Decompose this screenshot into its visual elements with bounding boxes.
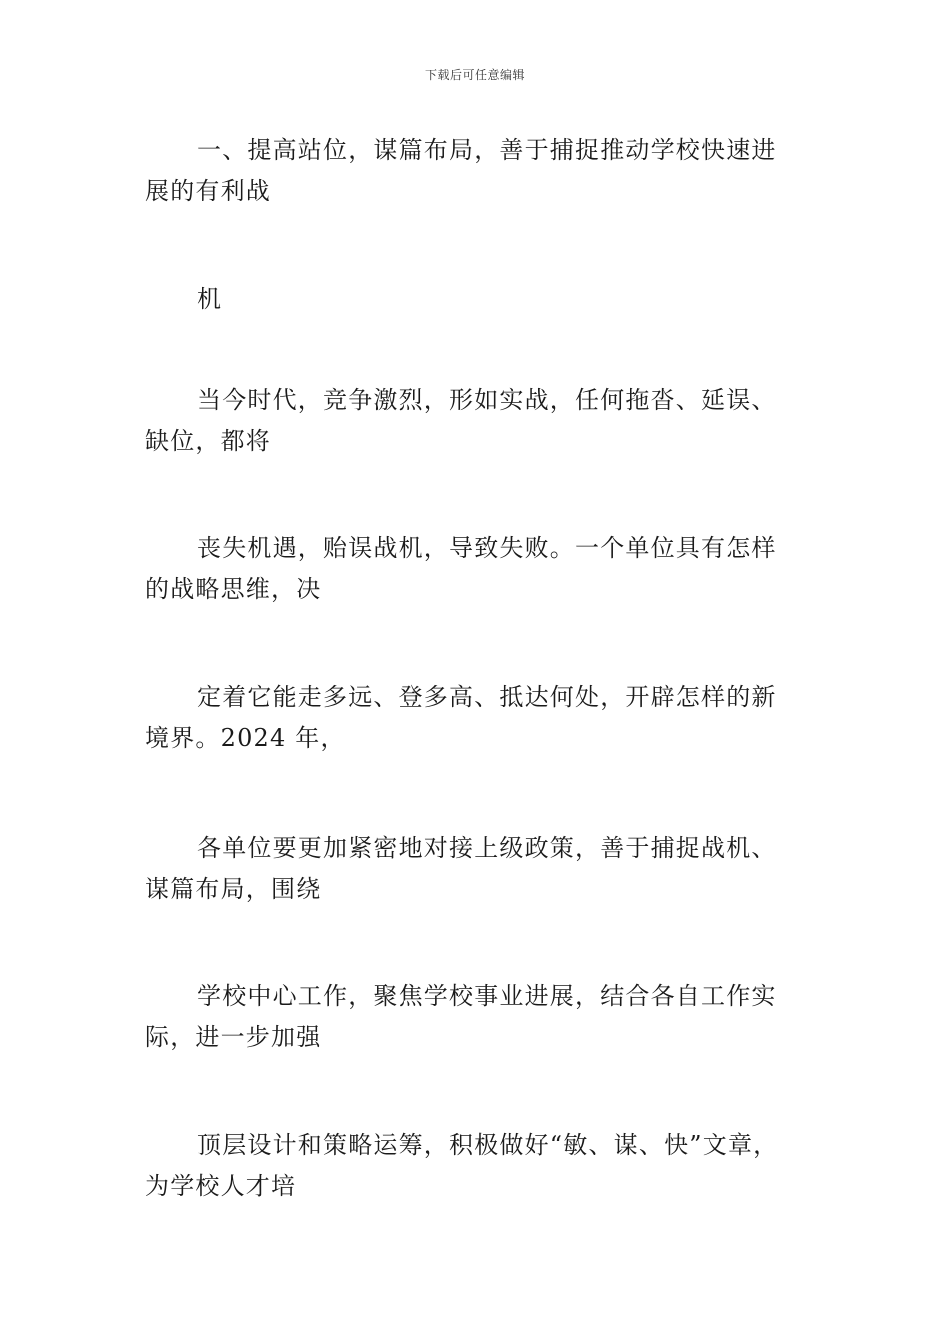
paragraph-line: 顶层设计和策略运筹，积极做好“敏、谋、快”文章， (197, 1131, 779, 1159)
paragraph-line: 际，进一步加强 (145, 1023, 322, 1051)
paragraph-4 (145, 528, 815, 610)
paragraph-line: 定着它能走多远、登多高、抵达何处，开辟怎样的新 (197, 683, 777, 711)
paragraph-line: 丧失机遇，贻误战机，导致失败。一个单位具有怎样 (197, 534, 777, 562)
paragraph-line: 展的有利战 (145, 177, 271, 205)
page-header: 下载后可任意编辑 (424, 68, 525, 82)
paragraph-8 (145, 1125, 815, 1207)
paragraph-5 (145, 677, 815, 759)
paragraph-line: 缺位，都将 (145, 427, 271, 455)
paragraph-line: 境界。2024 年， (145, 724, 346, 752)
paragraph-3 (145, 380, 815, 462)
paragraph-1 (145, 130, 815, 212)
paragraph-line: 的战略思维，决 (145, 575, 322, 603)
paragraph-line: 一、提高站位，谋篇布局，善于捕捉推动学校快速进 (197, 136, 777, 164)
paragraph-line: 为学校人才培 (145, 1172, 297, 1200)
paragraph-line: 当今时代，竞争激烈，形如实战，任何拖沓、延误、 (197, 386, 777, 414)
paragraph-line: 谋篇布局，围绕 (145, 875, 322, 903)
paragraph-line: 学校中心工作，聚焦学校事业进展，结合各自工作实 (197, 982, 777, 1010)
paragraph-2 (145, 279, 815, 320)
paragraph-6 (145, 828, 815, 910)
paragraph-line: 机 (197, 285, 223, 313)
paragraph-7 (145, 976, 815, 1058)
paragraph-line: 各单位要更加紧密地对接上级政策，善于捕捉战机、 (197, 834, 777, 862)
